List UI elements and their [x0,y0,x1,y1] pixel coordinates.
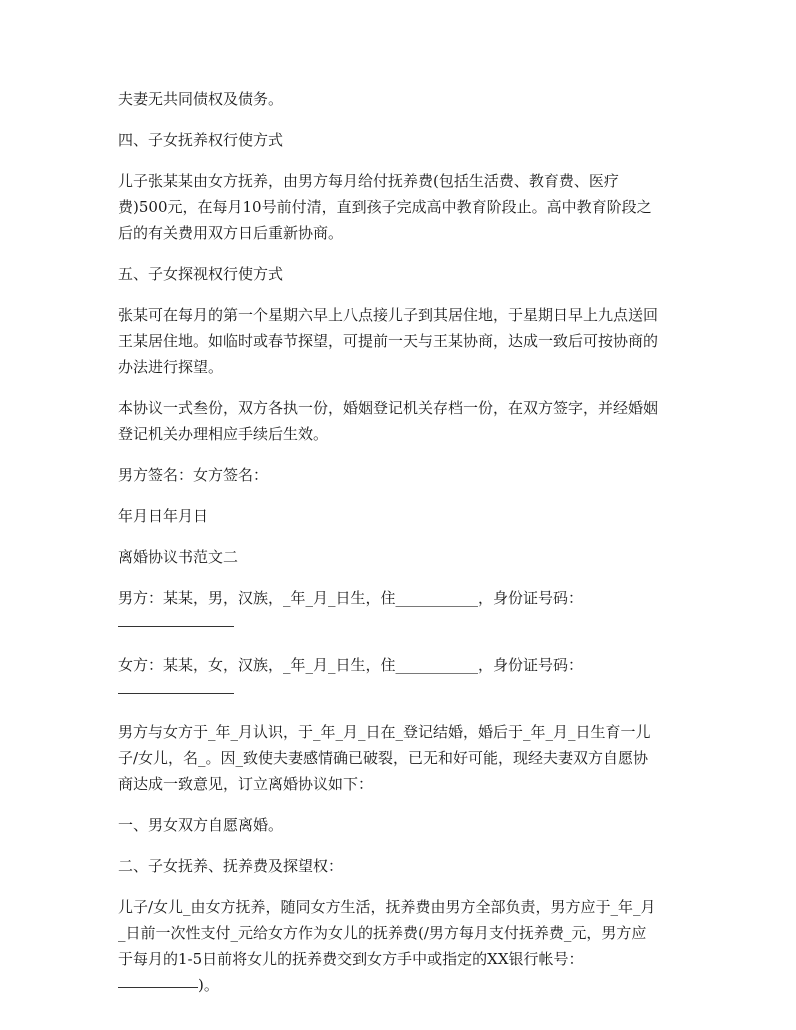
text-line: 后的有关费用双方日后重新协商。 [118,224,344,242]
text-line: 办法进行探望。 [118,358,224,376]
paragraph-visitation [118,302,683,380]
text-line: 男方：某某，男，汉族，_年_月_日生，住___________，身份证号码： [118,589,584,607]
account-number-blank [118,986,198,988]
clause-one [118,812,683,838]
paragraph-no-debts [118,86,683,112]
text-line: 一、男女双方自愿离婚。 [118,816,284,834]
text-line: 四、子女抚养权行使方式 [118,131,284,149]
heading-section-four [118,127,683,153]
paragraph-child-support [118,894,683,998]
text-line: 张某可在每月的第一个星期六早上八点接儿子到其居住地，于星期日早上九点送回 [118,306,659,324]
text-line: 王某居住地。如临时或春节探望，可提前一天与王某协商，达成一致后可按协商的 [118,332,659,350]
id-number-blank [118,611,683,637]
sample-two-title [118,544,683,570]
text-line: 儿子张某某由女方抚养，由男方每月给付抚养费(包括生活费、教育费、医疗 [118,172,619,190]
text-line: 登记机关办理相应手续后生效。 [118,425,329,443]
text-line: 年月日年月日 [118,507,209,525]
text-line: 于每月的1-5日前将女儿的抚养费交到女方手中或指定的XX银行帐号： [118,950,584,968]
text-line: 二、子女抚养、抚养费及探望权： [118,857,344,875]
signature-line [118,462,683,488]
text-line: 儿子/女儿_由女方抚养，随同女方生活，抚养费由男方全部负责，男方应于_年_月 [118,898,656,916]
text-line: 夫妻无共同债权及债务。 [118,90,284,108]
text-line: _日前一次性支付_元给女方作为女儿的抚养费(/男方每月支付抚养费_元，男方应 [118,924,647,942]
text-line: 女方：某某，女，汉族，_年_月_日生，住___________，身份证号码： [118,656,584,674]
paragraph-copies [118,395,683,447]
text-line: 男方签名：女方签名： [118,466,269,484]
text-line: 五、子女探视权行使方式 [118,265,284,283]
date-line [118,503,683,529]
id-number-blank [118,678,683,704]
female-party-info [118,652,683,704]
text-line: 离婚协议书范文二 [118,548,239,566]
text-line: 本协议一式叁份，双方各执一份，婚姻登记机关存档一份，在双方签字，并经婚姻 [118,399,659,417]
text-line: 商达成一致意见，订立离婚协议如下： [118,775,374,793]
heading-section-five [118,261,683,287]
paragraph-marriage-history [118,719,683,797]
account-number-line [118,972,683,998]
text-line: 费)500元，在每月10号前付清，直到孩子完成高中教育阶段止。高中教育阶段之 [118,198,652,216]
male-party-info [118,585,683,637]
paragraph-custody [118,168,683,246]
text-line: 子/女儿，名_。因_致使夫妻感情确已破裂，已无和好可能，现经夫妻双方自愿协 [118,749,649,767]
document-body [118,86,683,1013]
text-line: )。 [198,976,219,994]
clause-two [118,853,683,879]
text-line: 男方与女方于_年_月认识，于_年_月_日在_登记结婚，婚后于_年_月_日生育一儿 [118,723,651,741]
